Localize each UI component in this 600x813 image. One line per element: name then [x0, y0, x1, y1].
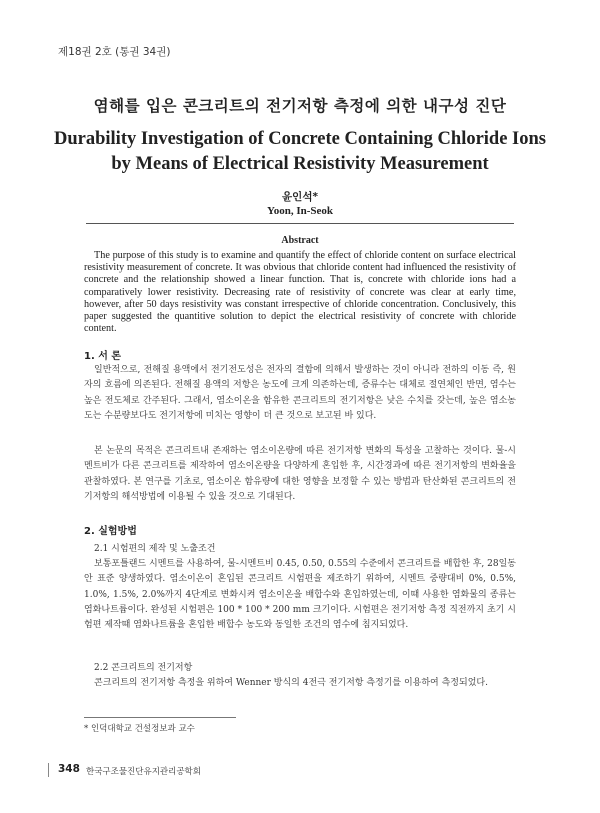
abstract-heading: Abstract: [281, 235, 319, 246]
journal-name: 한국구조물진단유지관리공학회: [86, 767, 201, 777]
volume-header: 제18권 2호 (통권 34권): [58, 46, 171, 58]
section-1-paragraph-2: 본 논문의 목적은 콘크리트내 존재하는 염소이온량에 따른 전기저항 변화의 특성을 고찰하는 것이다. 물-시멘트비가 다른 콘크리트를 제작하여 염소이온량을 다양하게 혼입한 후, 시간경과에 따른 전기저항의 변화율을 관찰하였다. 본 연구를 기초로, 염소이온 함유량에 대한 영향을 보정할 수 있는 방법과 탄산화된 콘크리트의 전기저항의 해석방법에 이용될 수 있을 것으로 기대된다.: [84, 446, 516, 502]
subsection-2-1-heading: 2.1 시험편의 제작 및 노출조건: [94, 544, 216, 554]
footnote-divider: [84, 717, 236, 718]
title-korean: 염해를 입은 콘크리트의 전기저항 측정에 의한 내구성 진단: [93, 97, 507, 115]
author-korean: 윤인석*: [282, 191, 318, 203]
subsection-2-2-paragraph: 콘크리트의 전기저항 측정을 위하여 Wenner 방식의 4전극 전기저항 측정기를 이용하여 측정되었다.: [94, 678, 488, 688]
title-english-line-1: Durability Investigation of Concrete Containing Chloride Ions: [54, 129, 546, 149]
subsection-2-1-paragraph: 보통포틀랜드 시멘트를 사용하여, 물-시멘트비 0.45, 0.50, 0.55의 수준에서 콘크리트를 배합한 후, 28일동안 표준 양생하였다. 염소이온이 혼입된 콘크리트 시험편을 제조하기 위하여, 시멘트 중량대비 0%, 0.5%, 1.0%, 1.5%, 2.0%까지 4단계로 변화시켜 염소이온을 배합수와 혼입하였는데, 이때 사용한 염화물의 종류는 염화나트륨이다. 완성된 시험편은 100 * 100 * 200 mm 크기이다. 시험편은 전기저항 측정 직전까지 초기 시험편 제작때 염화나트륨을 혼입한 배합수 농도와 동일한 조건의 염수에 침지되었다.: [84, 559, 516, 631]
title-english: [40, 127, 560, 177]
page-number: 348: [58, 763, 80, 775]
section-2-heading: 2. 실험방법: [84, 526, 137, 537]
abstract-body: The purpose of this study is to examine and quantify the effect of chloride content on surface electrical resistivity measurement of concrete. It was obvious that chloride content had influenced the resistivity of concrete and the relationship showed a linear function. That is, concrete with chloride ions had a comparatively lower resistivity. Decreasing rate of resistivity of concrete was clear at early time, however, after 50 days resistivity was constant irrespective of chloride concentration. Conclusively, this paper suggested the quantitive solution to depict the electrical resistivity of concrete with chloride content.: [84, 250, 516, 335]
title-english-line-2: by Means of Electrical Resistivity Measurement: [111, 154, 489, 174]
section-1-heading: 1. 서 론: [84, 351, 122, 362]
author-english: Yoon, In-Seok: [266, 205, 334, 217]
subsection-2-2-heading: 2.2 콘크리트의 전기저항: [94, 663, 193, 673]
section-1-paragraph-1: 일반적으로, 전해질 용액에서 전기전도성은 전자의 결함에 의해서 발생하는 것이 아니라 전하의 이동 즉, 원자의 흐름에 의존된다. 전해질 용액의 저항은 농도에 크게 의존하는데, 증류수는 대체로 절연체인 반면, 염수는 높은 전도체로 간주된다. 그래서, 염소이온을 함유한 콘크리트의 전기저항은 낮은 수치를 갖는데, 높은 염소농도는 수분량보다도 전기저항에 미치는 영향이 더 큰 것으로 보고된 바 있다.: [84, 365, 516, 421]
title-divider: [86, 223, 514, 224]
page-number-bar: [48, 763, 49, 777]
author-footnote: * 인덕대학교 건설정보과 교수: [84, 724, 195, 734]
